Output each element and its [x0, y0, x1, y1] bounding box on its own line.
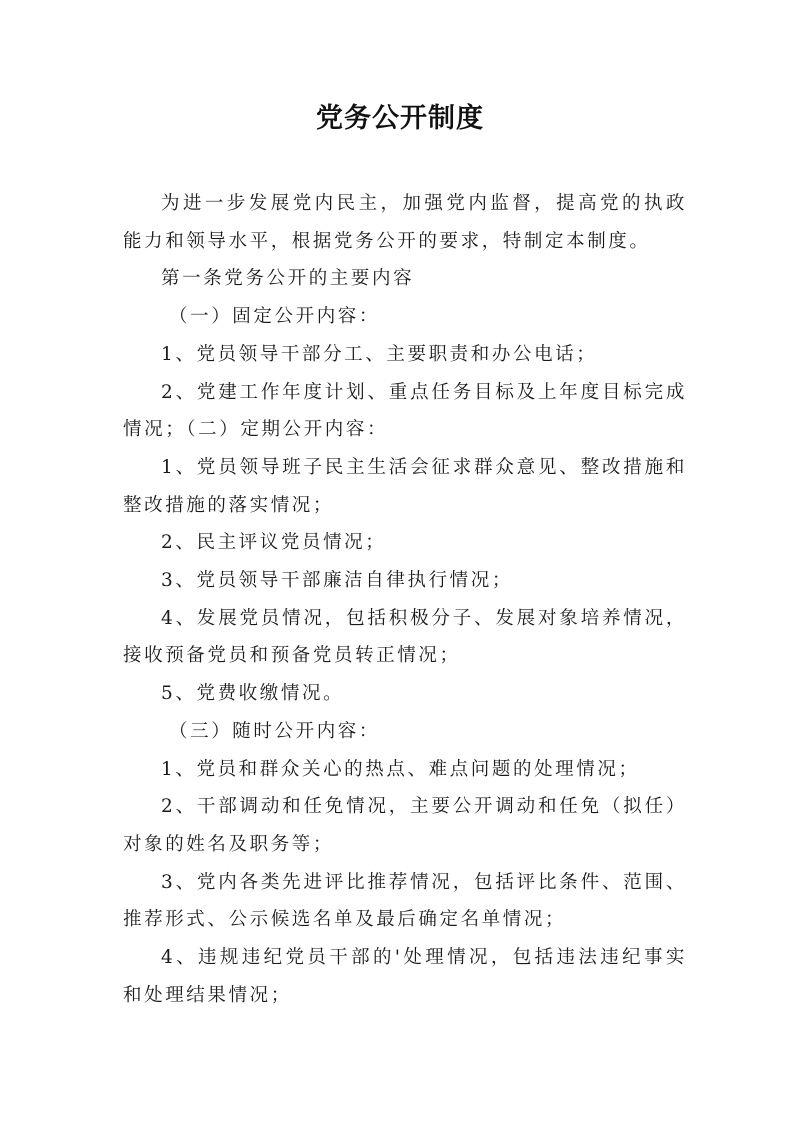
list-item: 2、党建工作年度计划、重点任务目标及上年度目标完成情况；（二）定期公开内容：	[123, 381, 687, 441]
list-item: 1、党员领导干部分工、主要职责和办公电话；	[161, 343, 598, 365]
article-heading: 第一条党务公开的主要内容	[161, 268, 415, 290]
list-item: 5、党费收缴情况。	[161, 683, 345, 705]
intro-paragraph: 为进一步发展党内民主，加强党内监督，提高党的执政能力和领导水平，根据党务公开的要求，特制定本制度。	[123, 193, 687, 252]
list-item: 3、党内各类先进评比推荐情况，包括评比条件、范围、推荐形式、公示候选名单及最后确定名单情况；	[123, 871, 687, 931]
document-body	[123, 185, 687, 1014]
list-item: 1、党员和群众关心的热点、难点问题的处理情况；	[161, 758, 640, 780]
list-item: 2、民主评议党员情况；	[161, 532, 387, 554]
list-item: 4、发展党员情况，包括积极分子、发展对象培养情况，接收预备党员和预备党员转正情况；	[123, 607, 687, 667]
section-heading-fixed: （一）固定公开内容：	[169, 306, 381, 328]
list-item: 1、党员领导班子民主生活会征求群众意见、整改措施和整改措施的落实情况；	[123, 456, 687, 516]
list-item: 3、党员领导干部廉洁自律执行情况；	[161, 570, 513, 592]
section-heading-anytime: （三）随时公开内容：	[169, 720, 381, 742]
document-title: 党务公开制度	[316, 103, 484, 134]
list-item: 4、违规违纪党员干部的'处理情况，包括违法违纪事实和处理结果情况；	[123, 947, 687, 1006]
list-item: 2、干部调动和任免情况，主要公开调动和任免（拟任）对象的姓名及职务等；	[123, 796, 687, 855]
